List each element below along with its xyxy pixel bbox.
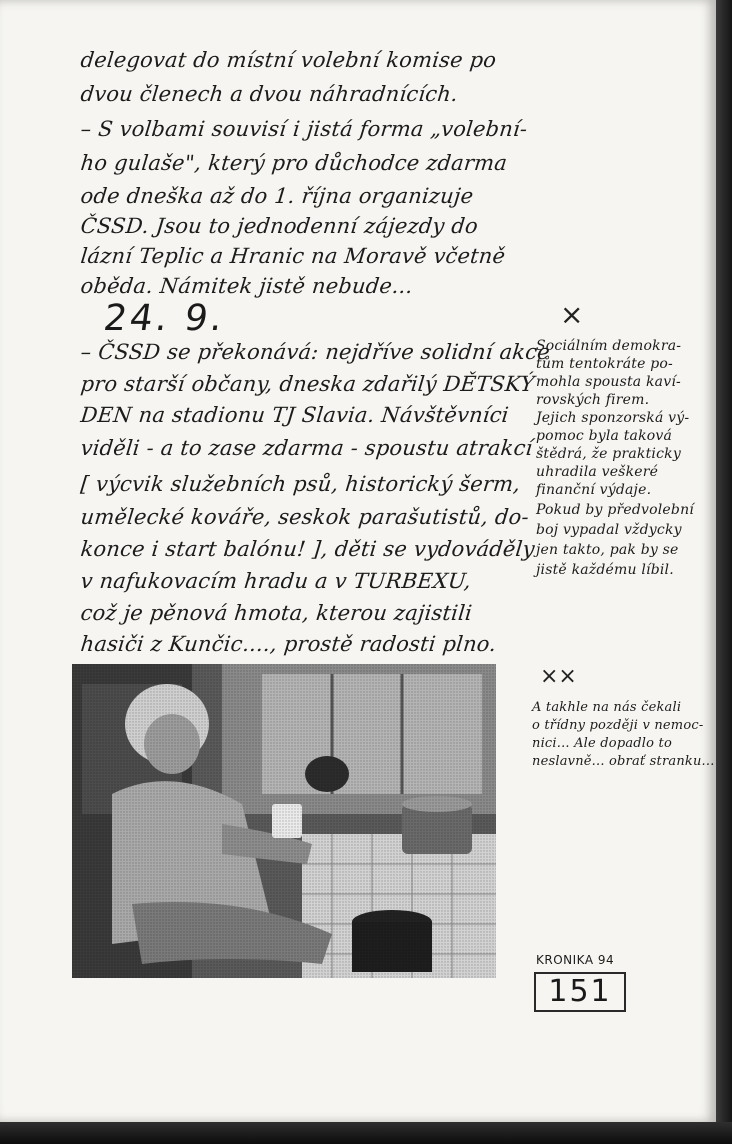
main-line-4: ho gulaše", který pro důchodce zdarma [79, 151, 509, 175]
entry-line-2: pro starší občany, dneska zdařilý DĚTSKÝ [79, 372, 536, 396]
side-note-1-line-4: rovských firem. [536, 392, 650, 408]
side-note-1-line-3: mohla spousta kaví- [536, 374, 681, 390]
main-line-2: dvou členech a dvou náhradnících. [79, 82, 460, 106]
entry-line-8: v nafukovacím hradu a v TURBEXU, [79, 569, 473, 593]
date-heading: 24. 9. [101, 298, 228, 339]
side-note-2-line-4: neslavně... obrať stranku... [532, 754, 715, 769]
entry-line-7: konce i start balónu! ], děti se vydováděly [79, 537, 536, 561]
entry-line-10: hasiči z Kunčic...., prostě radosti plno. [79, 632, 498, 656]
main-line-6: ČSSD. Jsou to jednodenní zájezdy do [79, 214, 480, 238]
main-line-7: lázní Teplic a Hranic na Moravě včetně [79, 244, 507, 268]
side-note-2-line-2: o třídny později v nemoc- [532, 718, 704, 733]
side-note-1-line-12: jen takto, pak by se [536, 542, 679, 558]
entry-line-6: umělecké kováře, seskok parašutistů, do- [79, 505, 531, 529]
entry-line-9: což je pěnová hmota, kterou zajistili [79, 601, 474, 625]
side-note-2-line-3: nici... Ale dopadlo to [532, 736, 672, 751]
book-spine-edge [716, 0, 732, 1144]
main-line-3: – S volbami souvisí i jistá forma „volební- [79, 117, 529, 141]
main-line-5: ode dneška až do 1. října organizuje [79, 184, 475, 208]
side-note-1-line-10: Pokud by předvolební [536, 502, 694, 518]
side-note-2-line-1: A takhle na nás čekali [532, 700, 682, 715]
side-note-1-line-7: štědrá, že prakticky [536, 446, 681, 462]
side-note-1-line-5: Jejich sponzorská vý- [536, 410, 690, 426]
side-note-1-line-2: tům tentokráte po- [536, 356, 673, 372]
page-number: 151 [534, 972, 626, 1012]
main-line-1: delegovat do místní volební komise po [79, 48, 498, 72]
side-note-1-line-9: finanční výdaje. [536, 482, 652, 498]
side-note-1-marker: × [560, 298, 584, 331]
chronicle-label: KRONIKA 94 [536, 953, 615, 967]
side-note-2-marker: ×× [540, 664, 577, 689]
side-note-1-line-8: uhradila veškeré [536, 464, 659, 480]
side-note-1-line-13: jistě každému líbil. [536, 562, 674, 578]
book-bottom-edge [0, 1122, 732, 1144]
side-note-1-line-1: Sociálním demokra- [536, 338, 682, 354]
main-line-8: oběda. Námitek jistě nebude... [79, 274, 414, 298]
entry-line-1: – ČSSD se překonává: nejdříve solidní akce [79, 340, 552, 364]
entry-line-3: DEN na stadionu TJ Slavia. Návštěvníci [79, 403, 510, 427]
side-note-1-line-6: pomoc byla taková [536, 428, 673, 444]
newspaper-photo [72, 664, 496, 978]
entry-line-4: viděli - a to zase zdarma - spoustu atrakcí [79, 436, 534, 460]
side-note-1-line-11: boj vypadal vždycky [536, 522, 682, 538]
photo-illustration [72, 664, 496, 978]
entry-line-5: [ výcvik služebních psů, historický šerm, [79, 472, 522, 496]
